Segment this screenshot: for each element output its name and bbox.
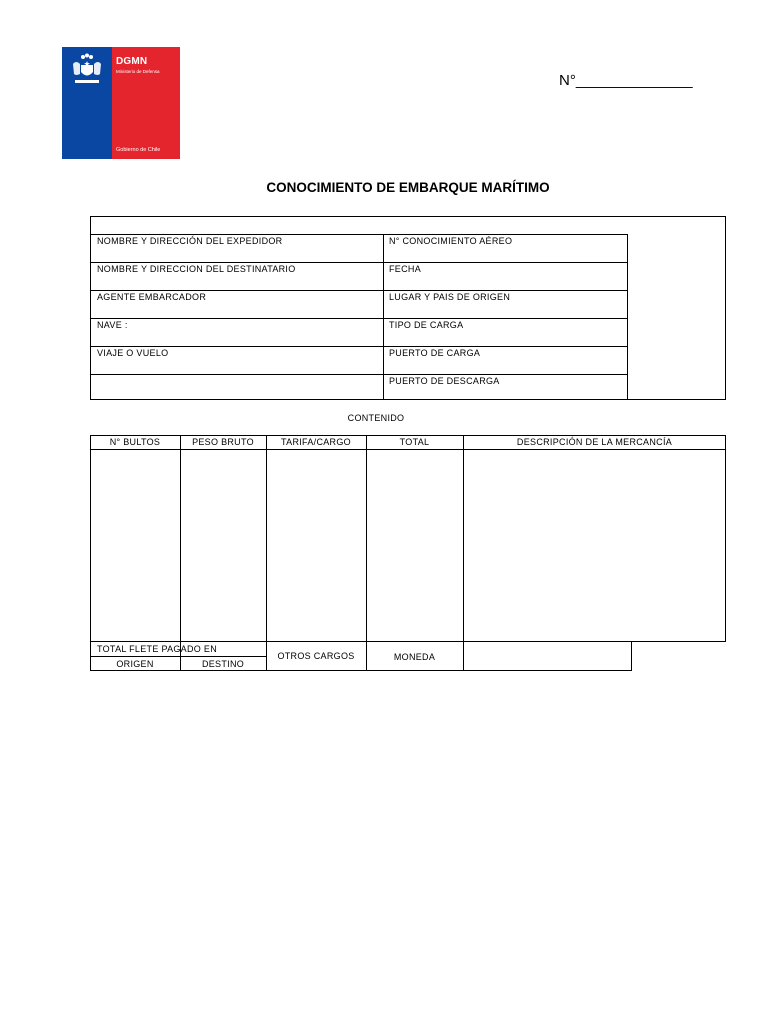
waybill-number-label: N° CONOCIMIENTO AÉREO	[389, 236, 513, 246]
consignee-label: NOMBRE Y DIRECCION DEL DESTINATARIO	[97, 264, 296, 274]
contents-column-line	[463, 435, 464, 671]
document-title: CONOCIMIENTO DE EMBARQUE MARÍTIMO	[266, 180, 550, 195]
other-charges-label: OTROS CARGOS	[277, 651, 355, 661]
contents-caption: CONTENIDO	[347, 413, 405, 423]
destination-label: DESTINO	[201, 659, 245, 669]
column-header-gross-weight: PESO BRUTO	[192, 437, 254, 447]
footer-bottom-line	[90, 670, 631, 671]
column-header-packages: N° BULTOS	[109, 437, 161, 447]
contents-column-line	[180, 435, 181, 671]
contents-column-line	[366, 435, 367, 671]
logo-subtitle: Ministerio de Defensa	[116, 69, 160, 74]
logo-government: Gobierno de Chile	[116, 147, 161, 153]
discharge-port-label: PUERTO DE DESCARGA	[389, 376, 500, 386]
info-row-line	[90, 346, 628, 347]
footer-right-edge	[631, 642, 632, 671]
date-label: FECHA	[389, 264, 422, 274]
logo-brand: DGMN	[116, 56, 148, 67]
currency-label: MONEDA	[393, 652, 436, 662]
info-row-line	[90, 318, 628, 319]
column-header-total: TOTAL	[399, 437, 430, 447]
loading-port-label: PUERTO DE CARGA	[389, 348, 481, 358]
chile-coat-of-arms-icon	[67, 52, 107, 88]
column-header-description: DESCRIPCIÓN DE LA MERCANCÍA	[516, 437, 673, 447]
vessel-label: NAVE :	[97, 320, 128, 330]
info-form-divider	[383, 234, 384, 400]
info-row-line	[90, 290, 628, 291]
document-number-field[interactable]: N°______________	[559, 72, 693, 89]
contents-column-line	[266, 435, 267, 671]
cargo-type-label: TIPO DE CARGA	[389, 320, 464, 330]
freight-paid-label: TOTAL FLETE PAGADO EN	[97, 644, 217, 654]
dgmn-logo	[62, 47, 180, 159]
shipping-agent-label: AGENTE EMBARCADOR	[97, 292, 207, 302]
origin-place-label: LUGAR Y PAIS DE ORIGEN	[389, 292, 511, 302]
info-row-line	[90, 262, 628, 263]
contents-header-line	[90, 449, 726, 450]
column-header-rate: TARIFA/CARGO	[281, 437, 351, 447]
origin-label: ORIGEN	[116, 659, 154, 669]
shipper-label: NOMBRE Y DIRECCIÓN DEL EXPEDIDOR	[97, 236, 283, 246]
voyage-label: VIAJE O VUELO	[97, 348, 169, 358]
footer-split-line	[90, 656, 266, 657]
info-row-line	[90, 374, 628, 375]
info-form-grid	[90, 234, 628, 400]
contents-table	[90, 435, 726, 642]
